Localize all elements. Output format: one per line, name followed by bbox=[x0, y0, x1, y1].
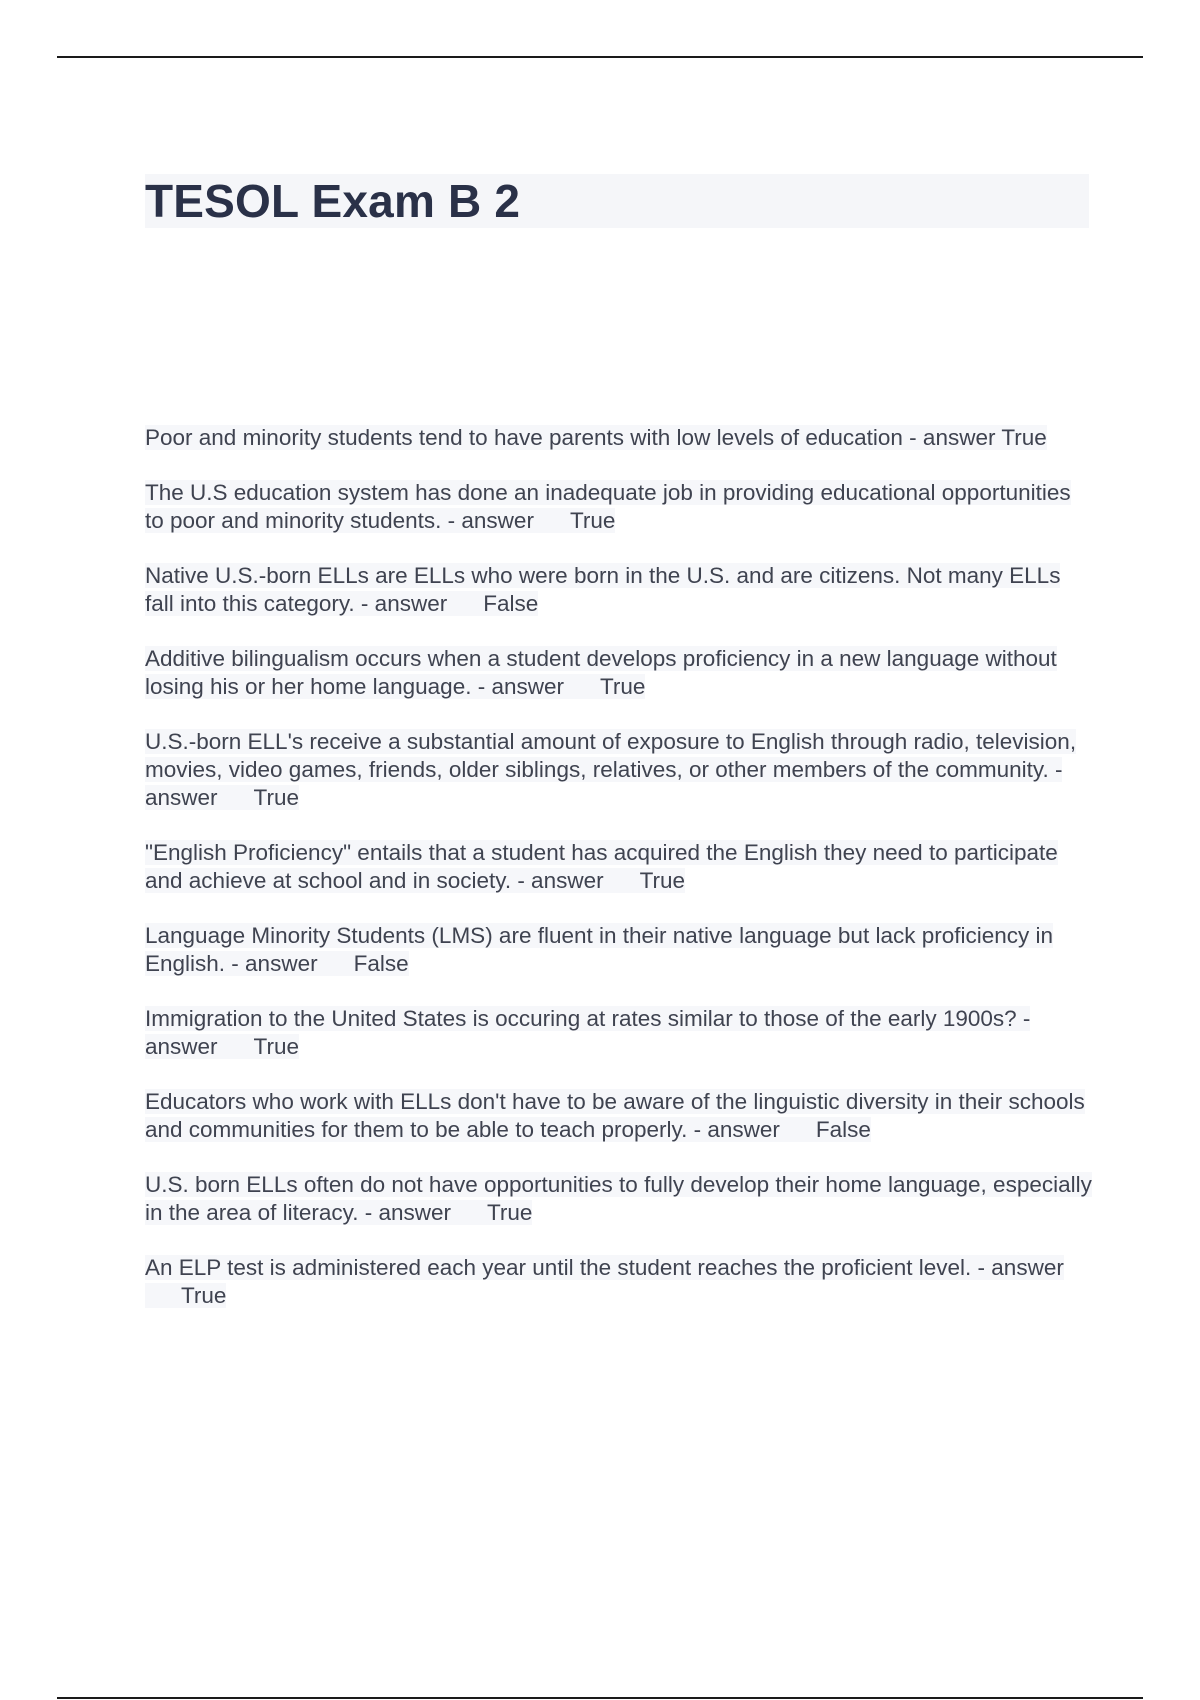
answer-text: True bbox=[1001, 425, 1047, 450]
answer-text: False bbox=[815, 1117, 871, 1142]
qa-item-7 bbox=[145, 922, 1095, 978]
question-text: Educators who work with ELLs don't have to be aware of the linguistic diversity in their schools and communities for them to be able to teach properly. - answer bbox=[145, 1089, 1085, 1142]
qa-item-2 bbox=[145, 479, 1095, 535]
answer-text: True bbox=[569, 508, 616, 533]
qa-item-6 bbox=[145, 839, 1095, 895]
question-text: "English Proficiency" entails that a student has acquired the English they need to participate and achieve at school and in society. - answer bbox=[145, 840, 1058, 893]
qa-item-1 bbox=[145, 424, 1095, 452]
answer-text: False bbox=[353, 951, 409, 976]
qa-item-10 bbox=[145, 1171, 1095, 1227]
answer-text: True bbox=[486, 1200, 533, 1225]
question-text: Language Minority Students (LMS) are fluent in their native language but lack proficiency in English. - answer bbox=[145, 923, 1054, 976]
qa-item-9 bbox=[145, 1088, 1095, 1144]
qa-item-3 bbox=[145, 562, 1095, 618]
question-text: The U.S education system has done an inadequate job in providing educational opportunities to poor and minority students. - answer bbox=[145, 480, 1071, 533]
answer-text: True bbox=[253, 1034, 299, 1059]
qa-item-4 bbox=[145, 645, 1095, 701]
qa-item-11 bbox=[145, 1254, 1095, 1310]
question-text: U.S.-born ELL's receive a substantial amount of exposure to English through radio, television, movies, video games, friends, older siblings, relatives, or other members of the community. - answer bbox=[145, 729, 1077, 810]
answer-text: True bbox=[600, 674, 646, 699]
qa-list bbox=[145, 424, 1095, 1337]
answer-text: True bbox=[639, 868, 686, 893]
question-text: Immigration to the United States is occuring at rates similar to those of the early 1900s? - answer bbox=[145, 1006, 1031, 1059]
qa-item-8 bbox=[145, 1005, 1095, 1061]
top-rule bbox=[57, 56, 1143, 58]
answer-text: True bbox=[253, 785, 299, 810]
question-text: An ELP test is administered each year until the student reaches the proficient level. - answer bbox=[145, 1255, 1064, 1280]
title-block bbox=[145, 174, 1089, 228]
question-text: U.S. born ELLs often do not have opportunities to fully develop their home language, especially in the area of literacy. - answer bbox=[145, 1172, 1092, 1225]
answer-text: False bbox=[483, 591, 539, 616]
answer-text: True bbox=[181, 1283, 227, 1308]
page-title: TESOL Exam B 2 bbox=[145, 175, 521, 227]
qa-item-5 bbox=[145, 728, 1095, 812]
question-text: Poor and minority students tend to have parents with low levels of education - answer bbox=[145, 425, 996, 450]
question-text: Additive bilingualism occurs when a student develops proficiency in a new language without losing his or her home language. - answer bbox=[145, 646, 1057, 699]
question-text: Native U.S.-born ELLs are ELLs who were born in the U.S. and are citizens. Not many ELLs fall into this category. - answer bbox=[145, 563, 1061, 616]
bottom-rule bbox=[57, 1697, 1143, 1699]
